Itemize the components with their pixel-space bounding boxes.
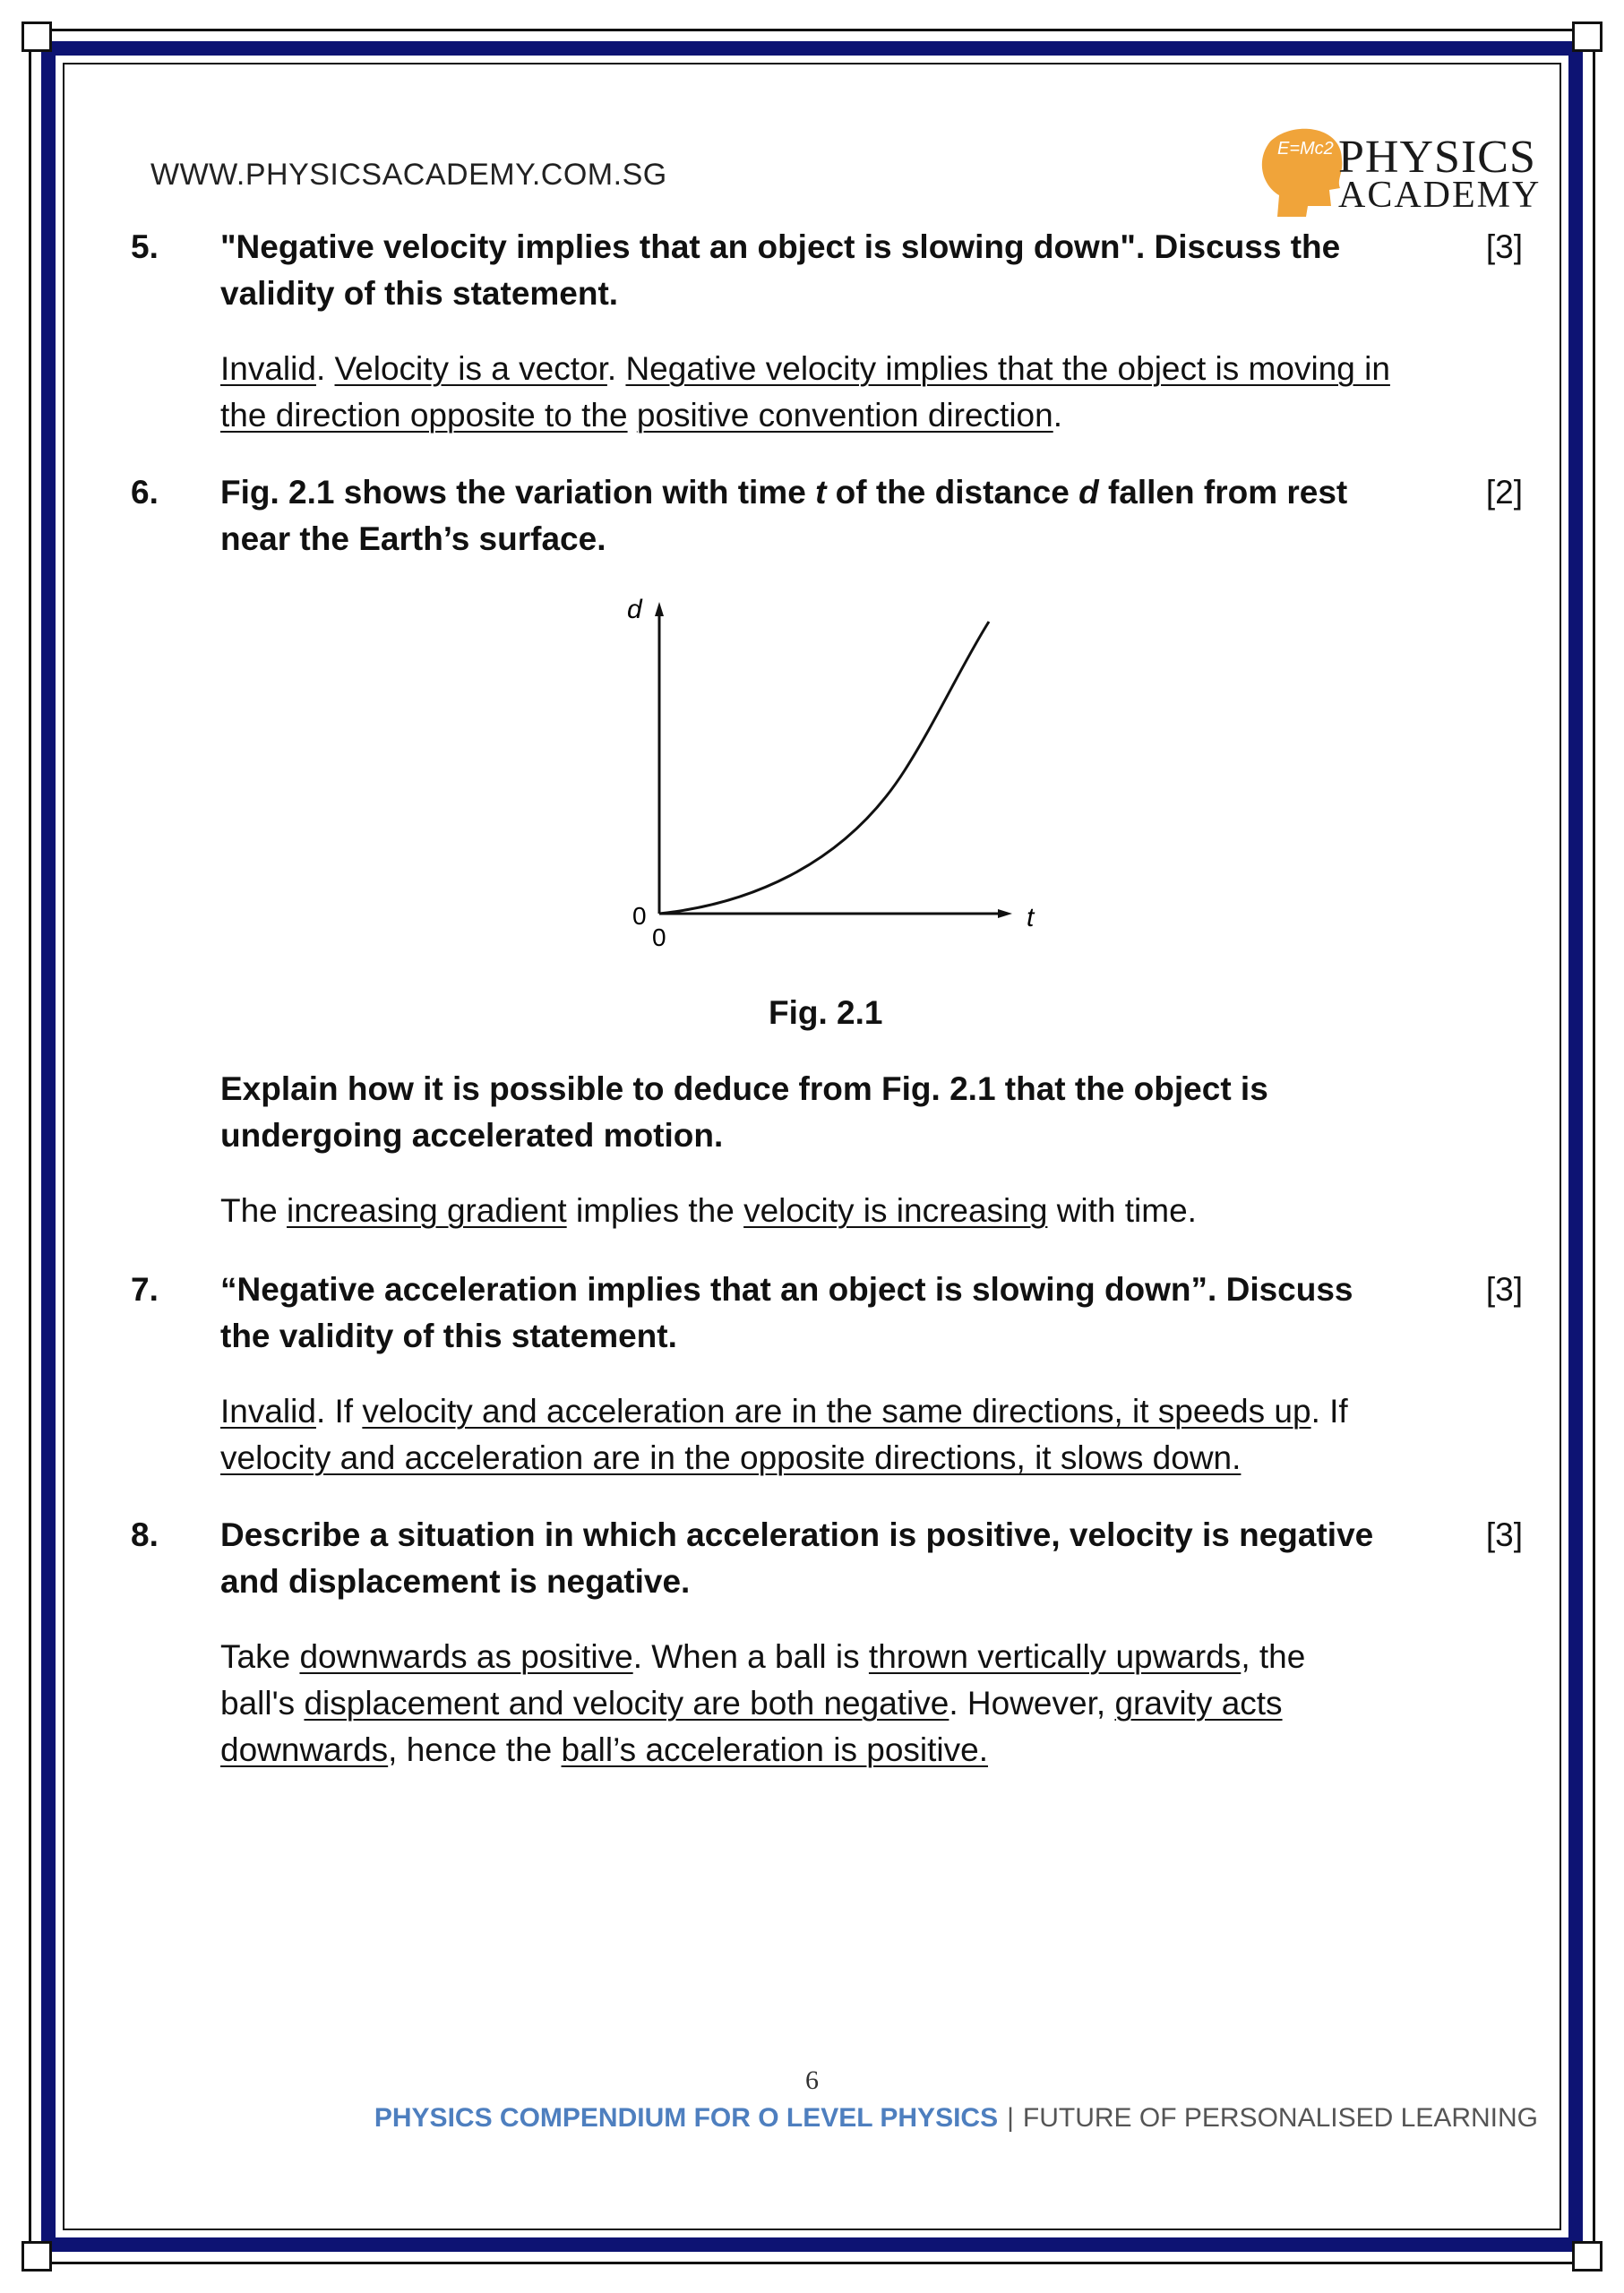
logo-text-academy: ACADEMY: [1338, 175, 1542, 216]
answer-text: . If: [1310, 1393, 1348, 1430]
border-corner-bottom-right: [1572, 2241, 1603, 2272]
answer-5: [220, 346, 1421, 439]
answer-keyword: velocity is increasing: [743, 1192, 1048, 1229]
answer-text: , hence the: [388, 1731, 562, 1768]
page-number: 6: [805, 2065, 819, 2095]
footer: [374, 2103, 1538, 2134]
question-text: Describe a situation in which acceleration is positive, velocity is negative and displacement is negative.: [220, 1516, 1374, 1600]
origin-y-label: 0: [632, 902, 647, 930]
question-marks: [3]: [1485, 228, 1523, 265]
question-number: 5.: [131, 228, 159, 265]
question-marks: [3]: [1485, 1271, 1523, 1308]
answer-keyword: positive convention direction: [636, 397, 1053, 434]
answer-text: . When a ball is: [632, 1638, 869, 1675]
answer-keyword: ball’s acceleration is positive.: [561, 1731, 988, 1768]
question-number: 6.: [131, 474, 159, 511]
svg-text:E=Mc2: E=Mc2: [1277, 139, 1334, 159]
answer-text: Take: [220, 1638, 300, 1675]
answer-text: . If: [315, 1393, 363, 1430]
answer-text: . However,: [949, 1685, 1115, 1722]
site-url: WWW.PHYSICSACADEMY.COM.SG: [150, 158, 667, 192]
answer-keyword: Invalid: [220, 350, 316, 387]
figure-caption: Fig. 2.1: [769, 994, 883, 1031]
y-axis-arrow-icon: [655, 602, 664, 616]
answer-text: .: [315, 350, 335, 387]
question-text: "Negative velocity implies that an object is slowing down". Discuss the validity of this statement.: [220, 228, 1341, 312]
answer-text: , the ball's: [220, 1638, 1306, 1722]
y-axis-label: d: [627, 595, 642, 624]
footer-title: PHYSICS COMPENDIUM FOR O LEVEL PHYSICS: [374, 2103, 999, 2133]
question-text: Fig. 2.1 shows the variation with time t of the distance d fallen from rest near the Earth’s surface.: [220, 474, 1348, 557]
question-marks: [2]: [1485, 474, 1523, 511]
border-corner-top-left: [21, 21, 52, 52]
answer-keyword: Invalid: [220, 1393, 316, 1430]
origin-x-label: 0: [652, 923, 666, 951]
footer-tagline: FUTURE OF PERSONALISED LEARNING: [1022, 2103, 1538, 2133]
answer-keyword: displacement and velocity are both negative: [304, 1685, 949, 1722]
logo-text-physics: PHYSICS: [1338, 132, 1536, 183]
answer-text: with time.: [1047, 1192, 1197, 1229]
answer-keyword: thrown vertically upwards: [868, 1638, 1242, 1675]
question-marks: [3]: [1485, 1516, 1523, 1553]
answer-keyword: velocity and acceleration are in the opposite directions, it slows down.: [220, 1439, 1242, 1476]
answer-keyword: gravity acts downwards: [220, 1685, 1283, 1768]
answer-keyword: Negative velocity implies that the object is moving in the direction opposite to the: [220, 350, 1390, 434]
answer-keyword: downwards as positive: [299, 1638, 633, 1675]
answer-keyword: velocity and acceleration are in the same directions, it speeds up: [362, 1393, 1311, 1430]
answer-text: [628, 397, 637, 434]
distance-time-graph: [609, 591, 1057, 967]
border-corner-top-right: [1572, 21, 1603, 52]
question-number: 7.: [131, 1271, 159, 1308]
answer-text: .: [1053, 397, 1062, 434]
answer-keyword: increasing gradient: [287, 1192, 567, 1229]
x-axis-label: t: [1027, 903, 1035, 932]
answer-keyword: Velocity is a vector: [334, 350, 607, 387]
answer-text: .: [606, 350, 626, 387]
answer-text: implies the: [566, 1192, 744, 1229]
x-axis-arrow-icon: [998, 909, 1012, 918]
border-corner-bottom-left: [21, 2241, 52, 2272]
answer-6: [220, 1188, 1474, 1234]
question-text: “Negative acceleration implies that an object is slowing down”. Discuss the validity of this statement.: [220, 1271, 1353, 1354]
answer-7: [220, 1388, 1421, 1481]
question-number: 8.: [131, 1516, 159, 1553]
footer-separator: |: [1007, 2103, 1014, 2133]
answer-text: The: [220, 1192, 288, 1229]
answer-8: [220, 1634, 1385, 1773]
question-text: Explain how it is possible to deduce from Fig. 2.1 that the object is undergoing accelerated motion.: [220, 1070, 1268, 1154]
distance-curve: [659, 622, 989, 914]
